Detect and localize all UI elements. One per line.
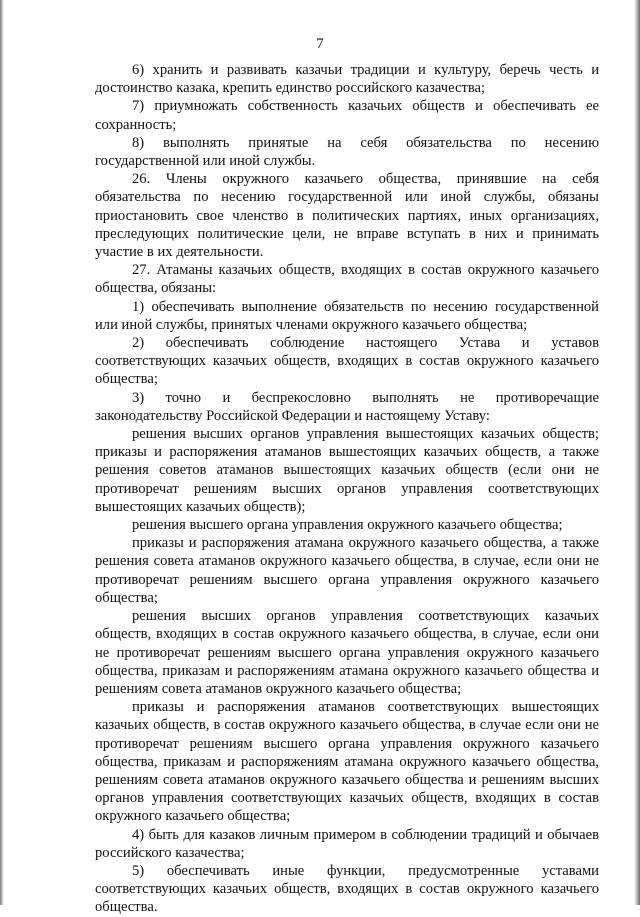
paragraph-duty-2: 2) обеспечивать соблюдение настоящего Устава и уставов соответствующих казачьих обществ, входящих в состав окружного казачьего общества; bbox=[95, 335, 599, 388]
paragraph-decisions-higher: решения высших органов управления вышестоящих казачьих обществ; приказы и распоряжения атаманов вышестоящих казачьих обществ, а также решения советов атаманов вышестоящих казачьих обществ (если они не противоречат решениям высших органов управления соответствующих вышестоящих казачьих обществ); bbox=[95, 426, 599, 515]
paragraph-clause-27: 27. Атаманы казачьих обществ, входящих в состав окружного казачьего общества, обязаны: bbox=[95, 262, 599, 297]
paragraph-orders-atamans: приказы и распоряжения атаманов соответствующих вышестоящих казачьих обществ, в состав окружного казачьего общества, в случае если они не противоречат решениям высшего органа управления окружного казачьего общества, приказам и распоряжениям атамана окружного казачьего общества, решениям совета атаманов окружного казачьего общества и решениям высших органов управления соответствующих казачьих обществ, входящих в состав окружного казачьего общества; bbox=[95, 699, 599, 825]
scan-edge-right bbox=[634, 0, 640, 905]
scan-edge-left bbox=[0, 0, 4, 905]
paragraph-item-6: 6) хранить и развивать казачьи традиции и культуру, беречь честь и достоинство казака, крепить единство российского казачества; bbox=[95, 62, 599, 97]
paragraph-decisions-member-societies: решения высших органов управления соответствующих казачьих обществ, входящих в состав окружного казачьего общества, в случае, если они не противоречат решениям высшего органа управления окружного казачьего общества, приказам и распоряжениям атамана окружного казачьего общества и решениям совета атаманов окружного казачьего общества; bbox=[95, 608, 599, 697]
paragraph-duty-3: 3) точно и беспрекословно выполнять не противоречащие законодательству Российской Федерации и настоящему Уставу: bbox=[95, 389, 599, 424]
document-body bbox=[95, 61, 599, 917]
paragraph-item-7: 7) приумножать собственность казачьих обществ и обеспечивать ее сохранность; bbox=[95, 98, 599, 133]
paragraph-duty-5: 5) обеспечивать иные функции, предусмотренные уставами соответствующих казачьих обществ, входящих в состав окружного казачьего общества. bbox=[95, 862, 599, 916]
paragraph-clause-26: 26. Члены окружного казачьего общества, принявшие на себя обязательства по несению государственной или иной службы, обязаны приостановить свое членство в политических партиях, иных организациях, преследующих политические цели, не вправе вступать в них и принимать участие в их деятельности. bbox=[95, 171, 599, 261]
page-number: 7 bbox=[316, 36, 324, 52]
paragraph-duty-4: 4) быть для казаков личным примером в соблюдении традиций и обычаев российского казачества; bbox=[95, 826, 599, 861]
paragraph-duty-1: 1) обеспечивать выполнение обязательств по несению государственной или иной службы, принятых членами окружного казачьего общества; bbox=[95, 298, 599, 333]
paragraph-orders-ataman: приказы и распоряжения атамана окружного казачьего общества, а также решения совета атаманов окружного казачьего общества, в случае, если они не противоречат решениям высшего органа управления окружного казачьего общества; bbox=[95, 535, 599, 606]
paragraph-item-8: 8) выполнять принятые на себя обязательства по несению государственной или иной службы. bbox=[95, 134, 599, 170]
paragraph-decisions-district: решения высшего органа управления окружного казачьего общества; bbox=[132, 517, 563, 534]
